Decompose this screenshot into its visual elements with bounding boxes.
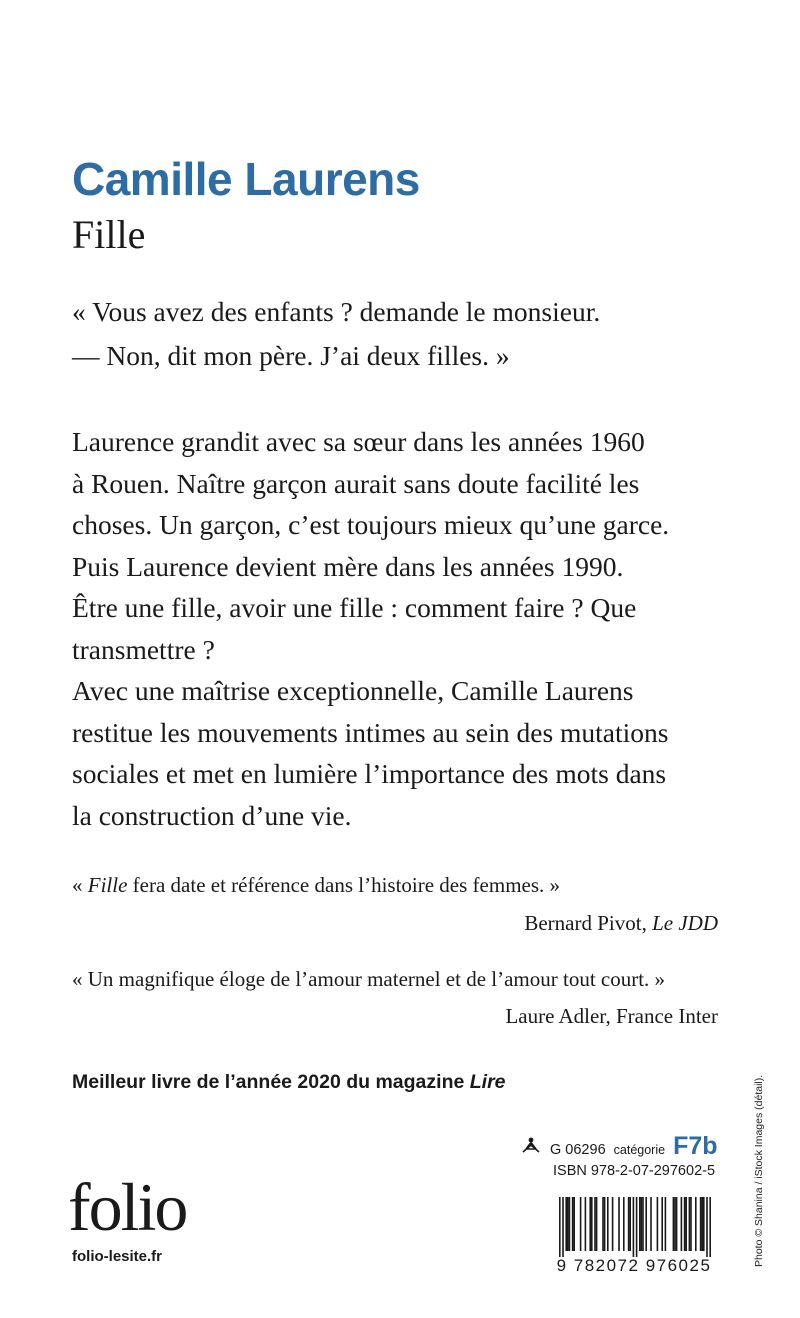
barcode-bar (709, 1197, 711, 1257)
barcode-bar (629, 1197, 631, 1251)
barcode-bar (689, 1197, 691, 1251)
barcode-bar (572, 1197, 574, 1251)
barcode-bar (650, 1197, 652, 1251)
synopsis (72, 421, 722, 836)
barcode-bar (562, 1197, 564, 1257)
barcode-bar (639, 1197, 641, 1251)
barcode-bar (573, 1197, 575, 1251)
barcode-bar (641, 1197, 643, 1251)
author-name: Camille Laurens (72, 153, 420, 205)
review-title-italic: Fille (87, 873, 128, 897)
barcode-bar (681, 1197, 683, 1251)
barcode-bar (685, 1197, 687, 1251)
award-line (72, 1071, 506, 1094)
barcode-bar (596, 1197, 598, 1251)
catalog-codes (520, 1132, 718, 1179)
catalog-number: G 06296 (550, 1142, 606, 1158)
review-quote-text: fera date et référence dans l’histoire des femmes. » (127, 873, 561, 897)
review-quote: « Un magnifique éloge de l’amour maternel et de l’amour tout court. » (72, 967, 666, 991)
barcode-bar (604, 1197, 606, 1251)
folio-logo: folio (68, 1169, 187, 1245)
barcode-bar (585, 1197, 587, 1251)
barcode-bar (633, 1197, 635, 1257)
barcode-bar (673, 1197, 675, 1251)
barcode-bar (602, 1197, 604, 1251)
quote-line: « Vous avez des enfants ? demande le monsieur. (72, 296, 601, 327)
isbn-barcode (545, 1197, 723, 1273)
barcode-bar (618, 1197, 620, 1251)
barcode-bar (657, 1197, 659, 1251)
synopsis-line: Puis Laurence devient mère dans les années 1990. (72, 550, 624, 582)
barcode-bar (594, 1197, 596, 1251)
photo-credit: Photo © Shanina / iStock Images (détail). (753, 1074, 765, 1267)
barcode-bar (642, 1197, 644, 1251)
barcode-bar (665, 1197, 667, 1251)
barcode-bar (591, 1197, 593, 1251)
barcode-bar (645, 1197, 647, 1251)
quote-line: — Non, dit mon père. J’ai deux filles. » (72, 340, 510, 371)
opening-quote (72, 290, 732, 378)
barcode-bars (559, 1197, 711, 1257)
category-label: catégorie (613, 1143, 666, 1157)
barcode-bar (628, 1197, 630, 1251)
barcode-bar (706, 1197, 708, 1257)
synopsis-line: sociales et met en lumière l’importance des mots dans (72, 758, 667, 789)
barcode-bar (569, 1197, 571, 1251)
barcode-bar (703, 1197, 705, 1251)
barcode-bar (567, 1197, 569, 1251)
barcode-digits: 9 782072 976025 (556, 1256, 712, 1273)
book-title: Fille (72, 212, 146, 257)
reviewer-name: Bernard Pivot, (524, 911, 653, 935)
barcode-bar (559, 1197, 561, 1257)
barcode-bar (661, 1197, 663, 1251)
review-attribution (524, 906, 718, 940)
barcode-bar (580, 1197, 582, 1251)
barcode-bar (565, 1197, 567, 1251)
barcode-bar (623, 1197, 625, 1251)
synopsis-line: choses. Un garçon, c’est toujours mieux qu’une garce. (72, 509, 670, 540)
barcode-bar (612, 1197, 614, 1251)
barcode-bar (589, 1197, 591, 1251)
synopsis-line: la construction d’une vie. (72, 799, 352, 831)
synopsis-line: transmettre ? (72, 633, 215, 665)
barcode-bar (684, 1197, 686, 1251)
barcode-bar (674, 1197, 676, 1251)
review-quote (72, 868, 560, 902)
publisher-mark-icon (520, 1136, 544, 1158)
barcode-bar (636, 1197, 638, 1257)
barcode-bar (700, 1197, 702, 1251)
barcode-bar (607, 1197, 609, 1251)
synopsis-line: à Rouen. Naître garçon aurait sans doute facilité les (72, 467, 640, 499)
award-text: Meilleur livre de l’année 2020 du magazine (72, 1071, 470, 1093)
synopsis-line: Avec une maîtrise exceptionnelle, Camille Laurens (72, 675, 634, 706)
isbn: ISBN 978-2-07-297602-5 (553, 1163, 716, 1179)
synopsis-line: Être une fille, avoir une fille : comment faire ? Que (72, 592, 637, 623)
review-source: Le JDD (652, 911, 718, 935)
barcode-bar (695, 1197, 697, 1251)
barcode-bar (690, 1197, 692, 1251)
synopsis-line: restitue les mouvements intimes au sein des mutations (72, 716, 669, 748)
price-category: F7b (673, 1132, 718, 1160)
barcode-bar (676, 1197, 678, 1251)
synopsis-line: Laurence grandit avec sa sœur dans les années 1960 (72, 426, 645, 457)
award-magazine: Lire (469, 1071, 506, 1093)
barcode-bar (701, 1197, 703, 1251)
review-attribution: Laure Adler, France Inter (505, 1004, 718, 1028)
quote-mark: « (72, 873, 88, 897)
publisher-website: folio-lesite.fr (72, 1248, 163, 1265)
